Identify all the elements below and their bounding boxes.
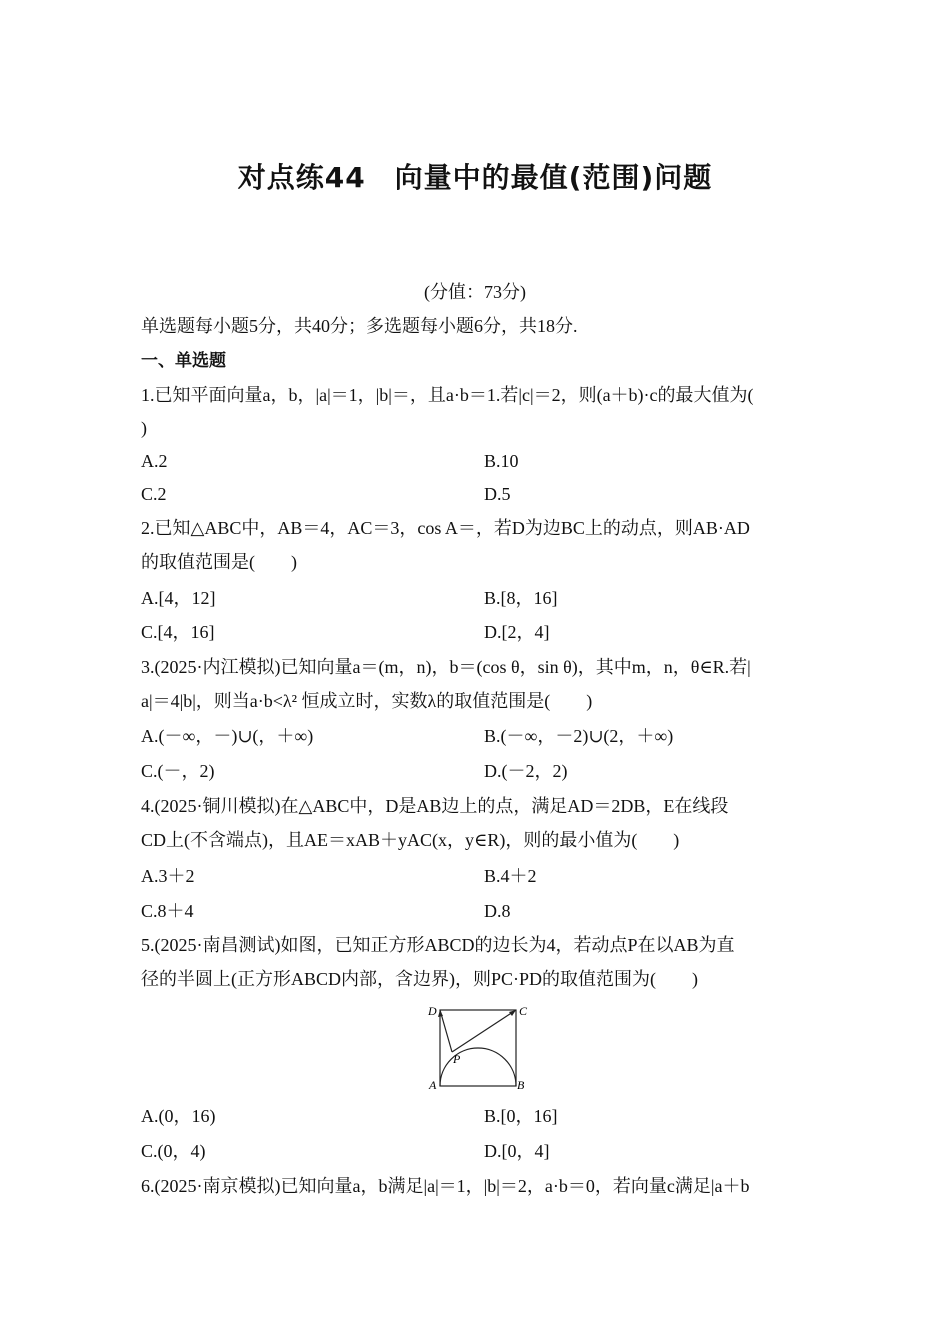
q2-option-a: A.[4，12] <box>141 588 216 608</box>
question-4-line-1: 4.(2025·铜川模拟)在△ABC中，D是AB边上的点，满足AD＝2DB，E在线段 <box>141 796 729 816</box>
question-1-line-2: ) <box>141 418 147 438</box>
q2-option-c: C.[4，16] <box>141 622 215 642</box>
instructions: 单选题每小题5分，共40分；多选题每小题6分，共18分. <box>141 316 578 336</box>
q4-option-a: A.3＋2 <box>141 866 195 886</box>
q4-option-c: C.8＋4 <box>141 901 194 921</box>
segment-pd <box>440 1010 452 1052</box>
question-5-line-1: 5.(2025·南昌测试)如图，已知正方形ABCD的边长为4，若动点P在以AB为直 <box>141 935 735 955</box>
label-a: A <box>429 1078 437 1092</box>
q2-option-d: D.[2，4] <box>484 622 550 642</box>
label-c: C <box>519 1004 528 1018</box>
q3-option-a: A.(－∞，－)∪(，＋∞) <box>141 726 314 746</box>
q4-option-b: B.4＋2 <box>484 866 537 886</box>
q1-option-c: C.2 <box>141 484 167 504</box>
q1-option-a: A.2 <box>141 451 168 471</box>
score-line: (分值：73分) <box>424 282 526 302</box>
semicircle-arc <box>440 1048 516 1086</box>
q3-option-b: B.(－∞，－2)∪(2，＋∞) <box>484 726 674 746</box>
label-d: D <box>428 1004 437 1018</box>
q3-option-c: C.(－，2) <box>141 761 215 781</box>
arrowhead-d <box>438 1010 443 1017</box>
label-p: P <box>453 1052 461 1066</box>
segment-pc <box>452 1010 516 1052</box>
q5-option-a: A.(0，16) <box>141 1106 216 1126</box>
q1-option-d: D.5 <box>484 484 511 504</box>
q5-option-c: C.(0，4) <box>141 1141 206 1161</box>
q5-option-d: D.[0，4] <box>484 1141 550 1161</box>
question-3-line-1: 3.(2025·内江模拟)已知向量a＝(m，n)，b＝(cos θ，sin θ)，其中m，n，θ∈R.若| <box>141 657 751 677</box>
question-2-line-2: 的取值范围是( ) <box>141 552 297 572</box>
q2-option-b: B.[8，16] <box>484 588 558 608</box>
q4-option-d: D.8 <box>484 901 511 921</box>
question-3-line-2: a|＝4|b|，则当a·b<λ² 恒成立时，实数λ的取值范围是( ) <box>141 691 593 711</box>
question-1-line-1: 1.已知平面向量a，b，|a|＝1，|b|＝，且a·b＝1.若|c|＝2，则(a＋b)·c的最大值为( <box>141 385 754 405</box>
section-heading-single-choice: 一、单选题 <box>141 351 226 371</box>
label-b: B <box>517 1078 525 1092</box>
arrowhead-c <box>509 1010 516 1016</box>
question-2-line-1: 2.已知△ABC中，AB＝4，AC＝3，cos A＝，若D为边BC上的动点，则AB·AD <box>141 518 750 538</box>
page-title: 对点练44 向量中的最值(范围)问题 <box>237 161 713 194</box>
q5-option-b: B.[0，16] <box>484 1106 558 1126</box>
question-6-line-1: 6.(2025·南京模拟)已知向量a，b满足|a|＝1，|b|＝2，a·b＝0，若向量c满足|a＋b <box>141 1176 750 1196</box>
q1-option-b: B.10 <box>484 451 519 471</box>
question-4-line-2: CD上(不含端点)，且AE＝xAB＋yAC(x，y∈R)，则的最小值为( ) <box>141 830 680 850</box>
q3-option-d: D.(－2，2) <box>484 761 568 781</box>
square-semicircle-figure <box>420 1000 530 1096</box>
question-5-line-2: 径的半圆上(正方形ABCD内部，含边界)，则PC·PD的取值范围为( ) <box>141 969 699 989</box>
